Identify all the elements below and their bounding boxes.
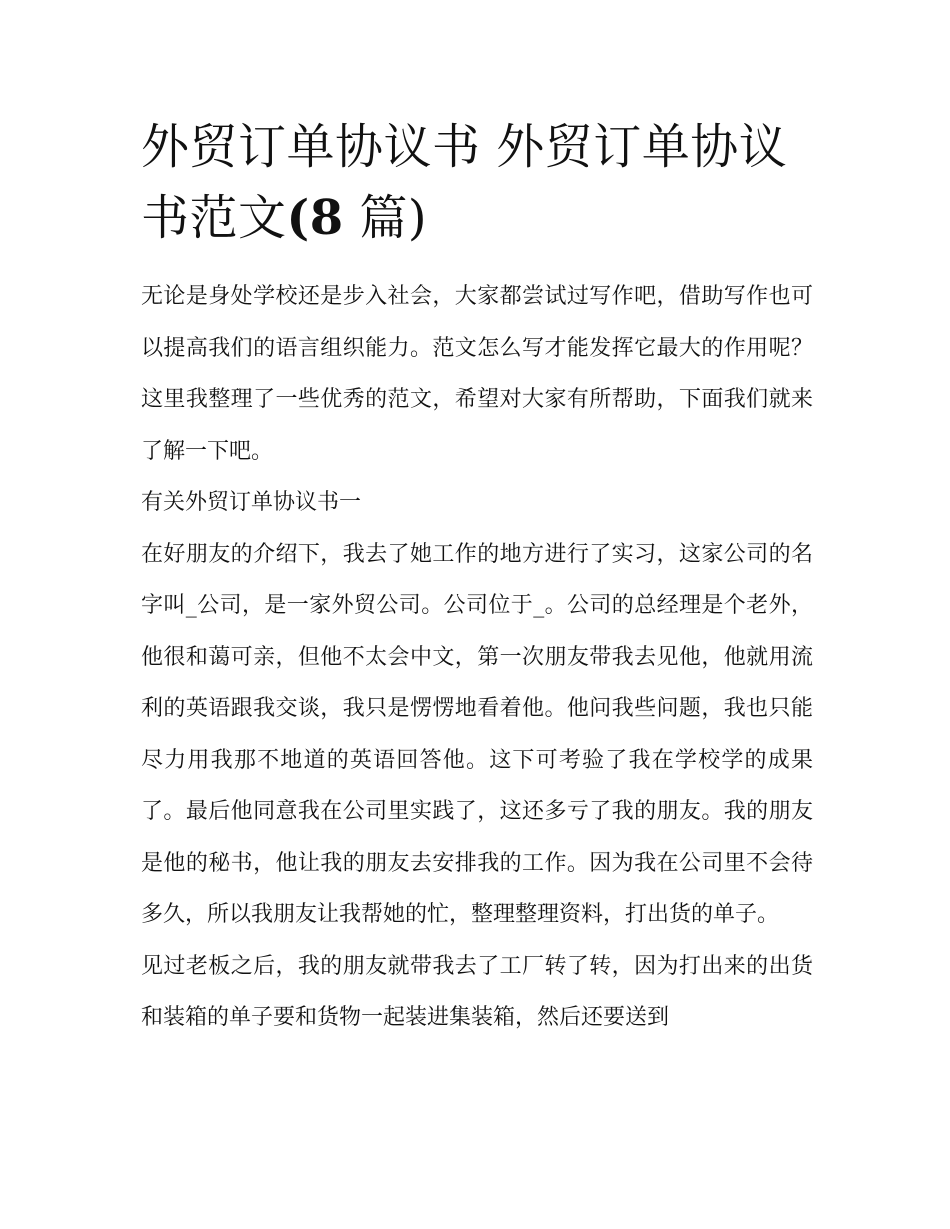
title-suffix: 篇) [359, 190, 428, 246]
body-paragraph-2: 见过老板之后，我的朋友就带我去了工厂转了转，因为打出来的出货和装箱的单子要和货物一起装进集装箱，然后还要送到 [141, 953, 813, 1030]
title-count: (8 [286, 190, 344, 246]
title-text: 外贸订单协议书 外贸订单协议书范文 [141, 119, 788, 246]
document-body [141, 112, 813, 1044]
document-title [141, 112, 813, 254]
section-heading: 有关外贸订单协议书一 [141, 490, 362, 515]
body-paragraph-1: 在好朋友的介绍下，我去了她工作的地方进行了实习，这家公司的名字叫_公司，是一家外贸公司。公司位于_。公司的总经理是个老外，他很和蔼可亲，但他不太会中文，第一次朋友带我去见他，他就用流利的英语跟我交谈，我只是愣愣地看着他。他问我些问题，我也只能尽力用我那不地道的英语回答他。这下可考验了我在学校学的成果了。最后他同意我在公司里实践了，这还多亏了我的朋友。我的朋友是他的秘书，他让我的朋友去安排我的工作。因为我在公司里不会待多久，所以我朋友让我帮她的忙，整理整理资料，打出货的单子。 [141, 541, 813, 927]
intro-paragraph: 无论是身处学校还是步入社会，大家都尝试过写作吧，借助写作也可以提高我们的语言组织能力。范文怎么写才能发挥它最大的作用呢？这里我整理了一些优秀的范文，希望对大家有所帮助，下面我们就来了解一下吧。 [141, 284, 813, 464]
